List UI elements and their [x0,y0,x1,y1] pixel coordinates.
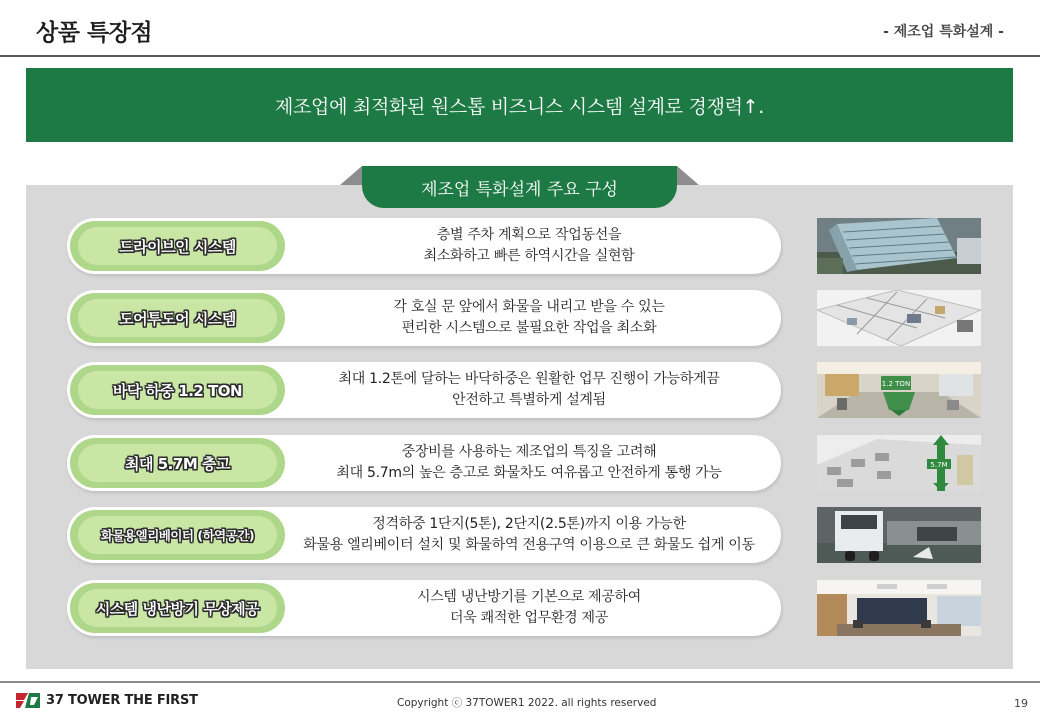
feature-desc-line: 중장비를 사용하는 제조업의 특징을 고려해 [401,444,657,460]
feature-row-drive-in [67,218,781,274]
feature-desc-line: 정격하중 1단지(5톤), 2단지(2.5톤)까지 이용 가능한 [372,516,686,532]
section-tab-label: 제조업 특화설계 주요 구성 [421,179,618,200]
feature-desc-line: 최소화하고 빠른 하역시간을 실현함 [423,248,635,264]
section-tab [362,166,677,208]
feature-description [287,507,771,563]
feature-pill [70,510,285,560]
page-subtitle: - 제조업 특화설계 - [883,24,1004,40]
feature-description [287,362,771,418]
freight-elevator-truck-image [817,507,981,563]
feature-pill [70,365,285,415]
feature-label: 드라이브인 시스템 [78,227,277,265]
feature-label: 도어투도어 시스템 [78,299,277,337]
feature-desc-line: 화물용 엘리베이터 설치 및 화물하역 전용구역 이용으로 큰 화물도 쉽게 이동 [303,537,755,553]
ceiling-height-image [817,435,981,491]
feature-pill [70,438,285,488]
building-exterior-image [817,218,981,274]
footer-divider [0,681,1040,683]
headline-text: 제조업에 최적화된 원스톱 비즈니스 시스템 설계로 경쟁력↑. [274,95,765,118]
page-title: 상품 특장점 [36,20,153,46]
feature-row-freight-elevator [67,507,781,563]
feature-row-ceiling-height [67,435,781,491]
feature-desc-line: 최대 5.7m의 높은 층고로 화물차도 여유롭고 안전하게 통행 가능 [336,465,722,481]
feature-pill [70,221,285,271]
feature-description [287,580,771,636]
floor-load-warehouse-image [817,362,981,418]
feature-desc-line: 안전하고 특별하게 설계됨 [452,392,606,408]
feature-desc-line: 각 호실 문 앞에서 화물을 내리고 받을 수 있는 [393,299,665,315]
feature-description [287,435,771,491]
feature-description [287,290,771,346]
feature-label: 시스템 냉난방기 무상제공 [78,589,277,627]
tab-wing-left [340,166,362,185]
feature-description [287,218,771,274]
feature-pill [70,583,285,633]
feature-row-door-to-door [67,290,781,346]
feature-pill [70,293,285,343]
feature-desc-line: 더욱 쾌적한 업무환경 제공 [450,610,608,626]
door-to-door-floorplan-image [817,290,981,346]
feature-label: 화물용엘리베이터 (하역공간) [78,516,277,554]
feature-desc-line: 최대 1.2톤에 달하는 바닥하중은 원활한 업무 진행이 가능하게끔 [338,371,720,387]
feature-row-hvac [67,580,781,636]
feature-desc-line: 편리한 시스템으로 불필요한 작업을 최소화 [401,320,657,336]
feature-label: 바닥 하중 1.2 TON [78,371,277,409]
tab-wing-right [677,166,699,185]
brand-name: 37 TOWER THE FIRST [46,693,198,708]
feature-desc-line: 층별 주차 계획으로 작업동선을 [436,227,622,243]
office-interior-image [817,580,981,636]
ceiling-height-label: 5.7M [930,461,948,469]
brand-logo-icon [16,691,40,709]
copyright-text: Copyright ⓒ 37TOWER1 2022. all rights reserved [397,697,657,709]
floor-load-label: 1.2 TON [881,380,911,388]
header-divider [0,55,1040,57]
page-number: 19 [1014,697,1028,710]
feature-row-floor-load [67,362,781,418]
headline-banner [26,68,1013,142]
feature-desc-line: 시스템 냉난방기를 기본으로 제공하여 [416,589,642,605]
feature-label: 최대 5.7M 층고 [78,444,277,482]
